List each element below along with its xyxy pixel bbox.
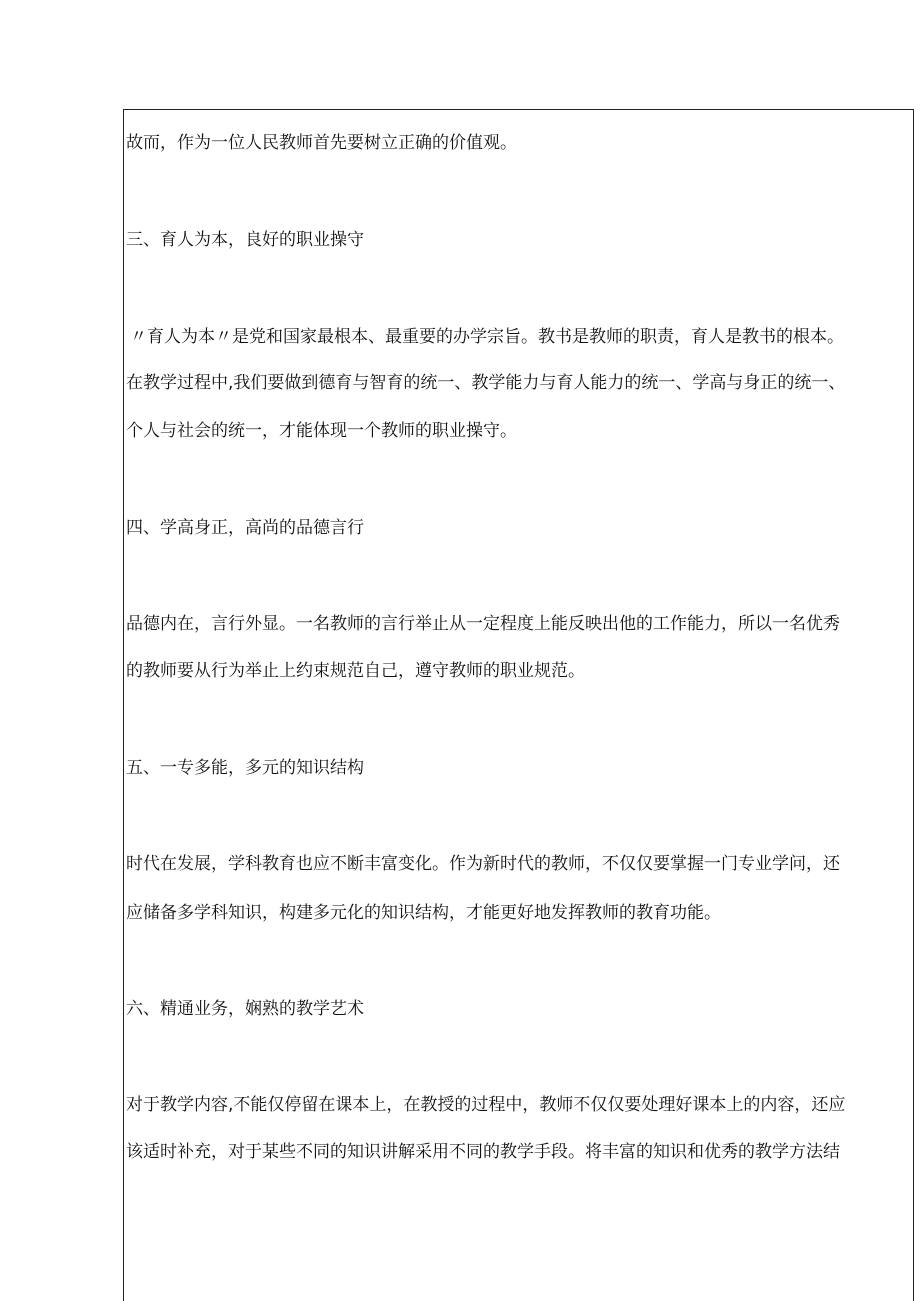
section-heading: 五、一专多能，多元的知识结构 <box>126 758 364 778</box>
paragraph-line: 故而，作为一位人民教师首先要树立正确的价值观。 <box>126 133 517 153</box>
paragraph-line: 〃育人为本〃是党和国家最根本、最重要的办学宗旨。教书是教师的职责，育人是教书的根本。 <box>130 327 844 347</box>
section-heading: 三、育人为本，良好的职业操守 <box>126 230 364 250</box>
paragraph-line: 该适时补充，对于某些不同的知识讲解采用不同的教学手段。将丰富的知识和优秀的教学方法结 <box>126 1142 840 1162</box>
section-heading: 六、精通业务，娴熟的教学艺术 <box>126 999 364 1019</box>
paragraph-line: 的教师要从行为举止上约束规范自己，遵守教师的职业规范。 <box>126 661 585 681</box>
paragraph-line: 时代在发展，学科教育也应不断丰富变化。作为新时代的教师，不仅仅要掌握一门专业学问，还 <box>126 854 840 874</box>
document-frame <box>123 109 914 1301</box>
paragraph-line: 对于教学内容,不能仅停留在课本上，在教授的过程中，教师不仅仅要处理好课本上的内容，还应 <box>126 1095 846 1115</box>
paragraph-line: 应储备多学科知识，构建多元化的知识结构，才能更好地发挥教师的教育功能。 <box>126 903 721 923</box>
paragraph-line: 品德内在，言行外显。一名教师的言行举止从一定程度上能反映出他的工作能力，所以一名优秀 <box>126 614 840 634</box>
paragraph-line: 个人与社会的统一，才能体现一个教师的职业操守。 <box>126 421 517 441</box>
section-heading: 四、学高身正，高尚的品德言行 <box>126 518 364 538</box>
paragraph-line: 在教学过程中,我们要做到德育与智育的统一、教学能力与育人能力的统一、学高与身正的统一、 <box>126 373 846 393</box>
